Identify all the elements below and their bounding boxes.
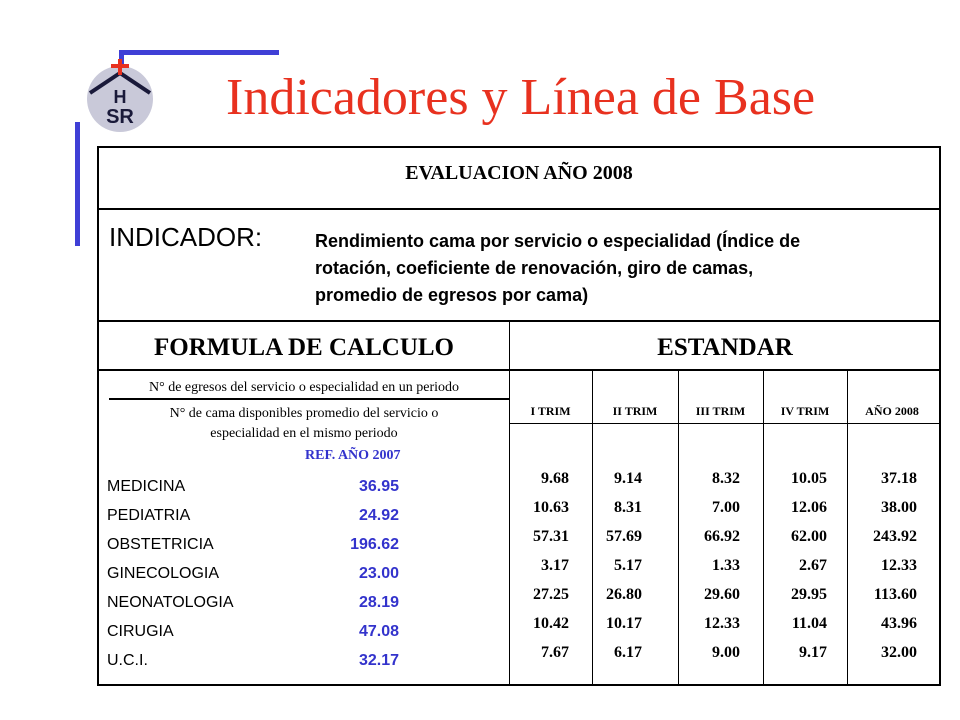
column-header: II TRIM bbox=[612, 404, 658, 418]
table-cell: 38.00 bbox=[881, 499, 917, 516]
table-cell: 66.92 bbox=[704, 528, 740, 545]
table-cell: 43.96 bbox=[881, 615, 917, 632]
service-name: CIRUGIA bbox=[107, 623, 174, 640]
table-cell: 29.60 bbox=[704, 586, 740, 603]
table-cell: 10.42 bbox=[533, 615, 569, 632]
table-cell: 7.00 bbox=[712, 499, 740, 516]
fraction-bar bbox=[109, 398, 509, 400]
service-name: GINECOLOGIA bbox=[107, 565, 220, 582]
divider bbox=[99, 369, 939, 371]
indicator-line: promedio de egresos por cama) bbox=[315, 285, 589, 305]
table-cell: 8.31 bbox=[614, 499, 642, 516]
standard-header: ESTANDAR bbox=[657, 334, 793, 361]
table-cell: 27.25 bbox=[533, 586, 569, 603]
service-name: PEDIATRIA bbox=[107, 507, 191, 524]
table-cell: 9.00 bbox=[712, 644, 740, 661]
table-cell: 10.17 bbox=[606, 615, 642, 632]
table-cell: 29.95 bbox=[791, 586, 827, 603]
table-cell: 12.06 bbox=[791, 499, 827, 516]
denominator-line: especialidad en el mismo periodo bbox=[210, 426, 398, 441]
column-header: AÑO 2008 bbox=[865, 404, 919, 418]
table-cell: 37.18 bbox=[881, 470, 917, 487]
service-name: U.C.I. bbox=[107, 652, 148, 669]
column-header: IV TRIM bbox=[780, 404, 830, 418]
svg-text:SR: SR bbox=[106, 106, 134, 128]
formula-numerator: N° de egresos del servicio o especialidad en un periodo bbox=[149, 380, 459, 395]
table-cell: 6.17 bbox=[614, 644, 642, 661]
table-cell: 7.67 bbox=[541, 644, 569, 661]
table-cell: 243.92 bbox=[873, 528, 917, 545]
table-cell: 57.31 bbox=[533, 528, 569, 545]
service-name: MEDICINA bbox=[107, 478, 186, 495]
accent-line-left bbox=[75, 122, 80, 246]
divider bbox=[509, 320, 510, 370]
service-ref-value: 23.00 bbox=[358, 565, 399, 582]
hospital-logo bbox=[80, 55, 160, 140]
column-header: I TRIM bbox=[530, 404, 571, 418]
service-ref-value: 47.08 bbox=[358, 623, 399, 640]
table-cell: 57.69 bbox=[606, 528, 642, 545]
table-cell: 10.05 bbox=[791, 470, 827, 487]
table-cell: 113.60 bbox=[873, 586, 917, 603]
table-cell: 8.32 bbox=[712, 470, 740, 487]
indicator-line: Rendimiento cama por servicio o especialidad (Índice de bbox=[315, 231, 801, 251]
formula-denominator bbox=[99, 404, 509, 444]
table-cell: 32.00 bbox=[881, 644, 917, 661]
formula-header: FORMULA DE CALCULO bbox=[153, 334, 454, 361]
table-cell: 9.17 bbox=[799, 644, 827, 661]
service-ref-value: 36.95 bbox=[358, 478, 399, 495]
table-cell: 26.80 bbox=[606, 586, 642, 603]
divider bbox=[509, 423, 939, 424]
indicator-table bbox=[97, 146, 941, 686]
divider bbox=[99, 320, 939, 322]
table-cell: 62.00 bbox=[791, 528, 827, 545]
denominator-line: N° de cama disponibles promedio del servicio o bbox=[169, 406, 439, 421]
svg-text:H: H bbox=[113, 87, 127, 107]
divider bbox=[99, 208, 939, 210]
table-cell: 3.17 bbox=[541, 557, 569, 574]
service-ref-value: 24.92 bbox=[358, 507, 399, 524]
table-cell: 9.14 bbox=[614, 470, 642, 487]
reference-label: REF. AÑO 2007 bbox=[305, 448, 401, 463]
indicator-label: INDICADOR: bbox=[109, 222, 263, 252]
page-title: Indicadores y Línea de Base bbox=[226, 69, 816, 126]
service-name: NEONATOLOGIA bbox=[107, 594, 234, 611]
service-ref-value: 32.17 bbox=[358, 652, 399, 669]
table-cell: 12.33 bbox=[881, 557, 917, 574]
evaluation-title: EVALUACION AÑO 2008 bbox=[405, 162, 633, 184]
table-cell: 9.68 bbox=[541, 470, 569, 487]
table-cell: 5.17 bbox=[614, 557, 642, 574]
table-cell: 1.33 bbox=[712, 557, 740, 574]
table-cell: 2.67 bbox=[799, 557, 827, 574]
table-cell: 12.33 bbox=[704, 615, 740, 632]
service-name: OBSTETRICIA bbox=[107, 536, 214, 553]
table-cell: 11.04 bbox=[791, 615, 827, 632]
service-ref-value: 196.62 bbox=[350, 536, 399, 553]
table-cell: 10.63 bbox=[533, 499, 569, 516]
column-header: III TRIM bbox=[695, 404, 746, 418]
indicator-description bbox=[315, 228, 915, 309]
service-ref-value: 28.19 bbox=[358, 594, 399, 611]
indicator-line: rotación, coeficiente de renovación, giro de camas, bbox=[315, 258, 754, 278]
